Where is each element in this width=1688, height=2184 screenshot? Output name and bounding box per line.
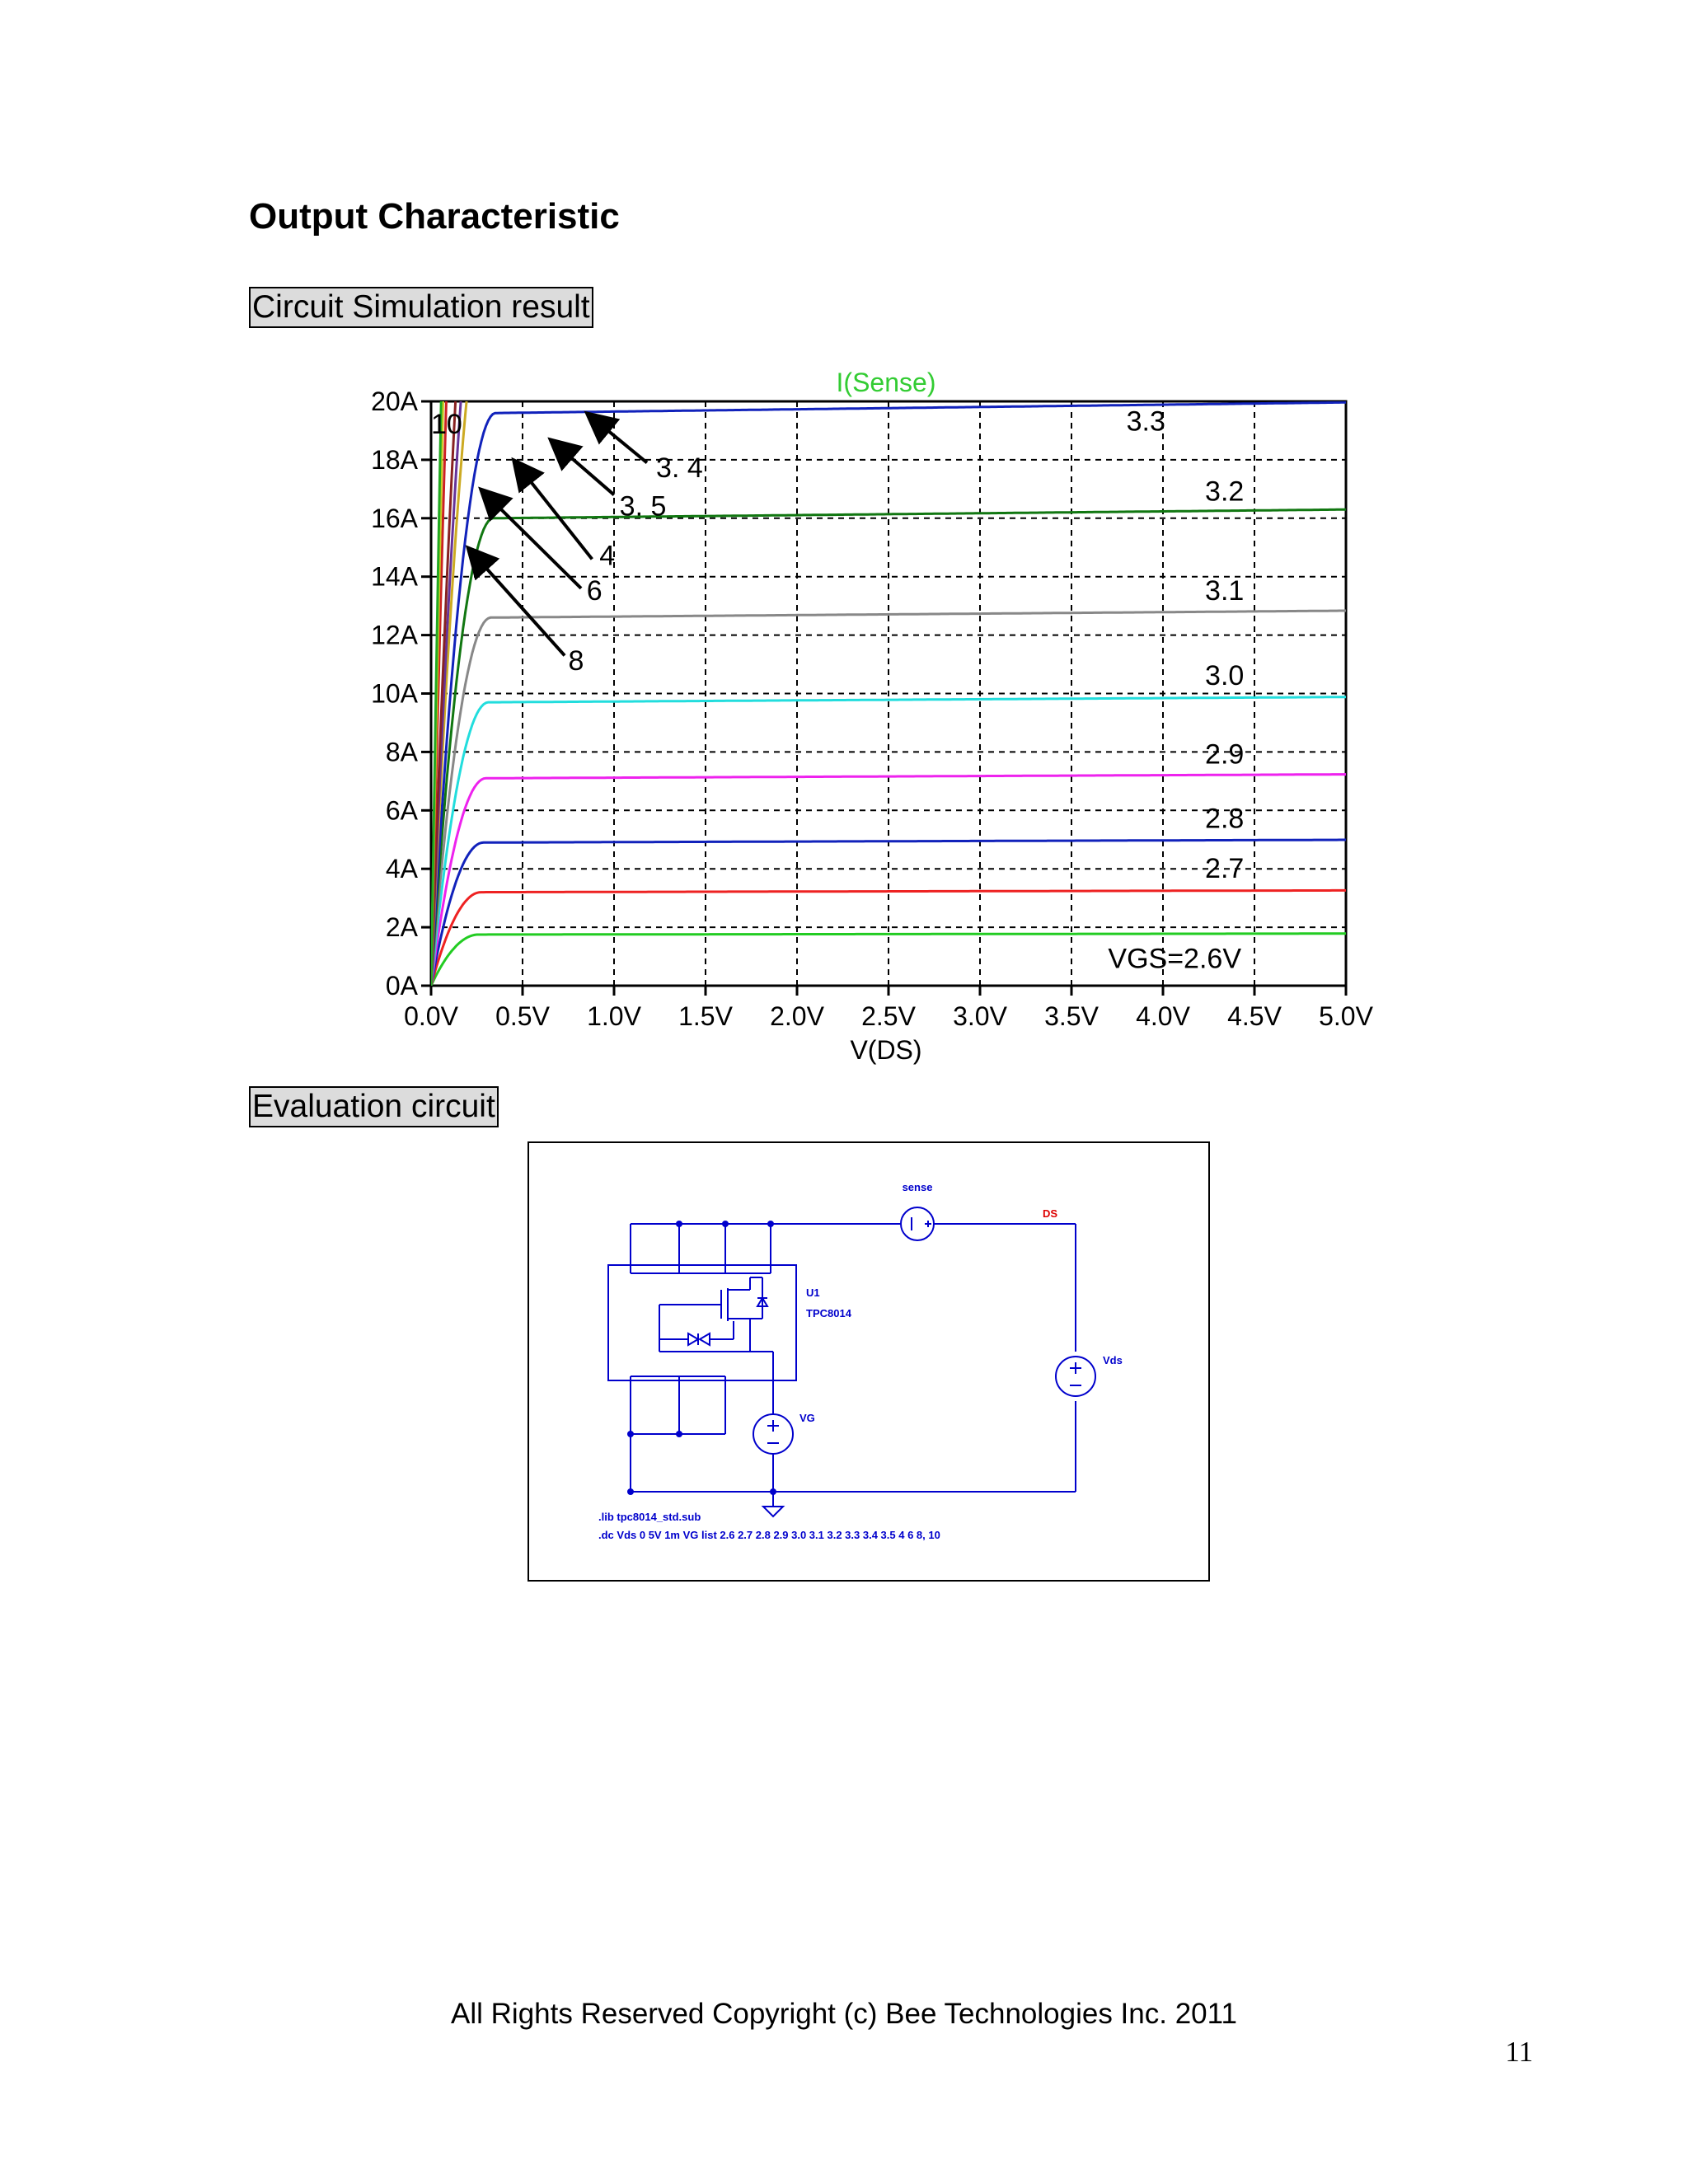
y-tick-label: 12A	[371, 620, 418, 650]
curve-label: 2.9	[1205, 738, 1245, 771]
arrow	[513, 460, 592, 560]
y-tick-label: 0A	[385, 971, 418, 1001]
output-characteristic-chart	[346, 363, 1385, 1080]
chart-labels	[431, 405, 1244, 974]
arrow	[481, 489, 581, 588]
y-tick-label: 10A	[371, 678, 418, 709]
curve-label: 2.8	[1205, 803, 1245, 835]
x-tick-label: 4.5V	[1227, 1001, 1282, 1031]
junction-dot	[770, 1488, 776, 1495]
x-tick-label: 2.5V	[861, 1001, 916, 1031]
y-tick-label: 16A	[371, 503, 418, 533]
x-tick-label: 0.5V	[495, 1001, 550, 1031]
x-tick-label: 0.0V	[404, 1001, 458, 1031]
arrow	[587, 413, 647, 462]
section-label-simulation: Circuit Simulation result	[249, 287, 593, 328]
arrow-label: 8	[568, 645, 584, 677]
y-tick-label: 20A	[371, 387, 418, 416]
chart-title: I(Sense)	[836, 368, 936, 397]
curve-label: 3.1	[1205, 575, 1245, 607]
x-tick-label: 3.5V	[1044, 1001, 1099, 1031]
y-tick-label: 18A	[371, 444, 418, 475]
junction-dot	[627, 1488, 634, 1495]
y-tick-label: 14A	[371, 561, 418, 592]
arrow	[467, 547, 565, 655]
dc-directive: .dc Vds 0 5V 1m VG list 2.6 2.7 2.8 2.9 3.0 3.1 3.2 3.3 3.4 3.5 4 6 8, 10	[598, 1529, 940, 1541]
section-label-evaluation: Evaluation circuit	[249, 1086, 499, 1127]
curve-label: 3.0	[1205, 659, 1245, 691]
curve-label: 2.7	[1205, 852, 1245, 884]
x-tick-label: 5.0V	[1319, 1001, 1373, 1031]
y-tick-label: 8A	[385, 737, 418, 767]
curve-label: VGS=2.6V	[1108, 943, 1242, 975]
copyright-footer: All Rights Reserved Copyright (c) Bee Technologies Inc. 2011	[451, 1998, 1237, 2030]
u1-label: U1	[806, 1286, 820, 1299]
y-tick-label: 6A	[385, 795, 418, 826]
x-tick-label: 4.0V	[1136, 1001, 1190, 1031]
arrow-label: 6	[586, 575, 603, 607]
curve-label: 3.3	[1126, 405, 1165, 438]
x-tick-label: 2.0V	[770, 1001, 824, 1031]
page-number: 11	[1505, 2036, 1533, 2068]
vds-label: Vds	[1103, 1354, 1123, 1366]
arrow-label: 3. 4	[656, 452, 703, 485]
curve-label: 3.2	[1205, 476, 1245, 508]
chart-xlabel: V(DS)	[850, 1035, 922, 1065]
x-tick-label: 3.0V	[953, 1001, 1007, 1031]
arrow	[550, 439, 614, 494]
vg-label: VG	[799, 1412, 815, 1424]
arrow-label: 4	[599, 540, 616, 572]
arrow-label: 3. 5	[619, 490, 667, 523]
y-tick-label: 4A	[385, 854, 418, 884]
sense-label: sense	[902, 1181, 933, 1193]
junction-dot	[676, 1431, 682, 1437]
lib-directive: .lib tpc8014_std.sub	[598, 1511, 701, 1523]
part-label: TPC8014	[806, 1307, 851, 1319]
y-tick-label: 2A	[385, 912, 418, 943]
x-tick-label: 1.0V	[587, 1001, 641, 1031]
evaluation-circuit-diagram	[528, 1141, 1210, 1582]
junction-dot	[627, 1431, 634, 1437]
junction-dot	[767, 1221, 774, 1227]
junction-dot	[722, 1221, 729, 1227]
arrow-label: 10	[431, 408, 462, 440]
x-tick-label: 1.5V	[678, 1001, 733, 1031]
ds-label: DS	[1043, 1207, 1058, 1220]
page-title: Output Characteristic	[249, 196, 620, 237]
junction-dot	[676, 1221, 682, 1227]
